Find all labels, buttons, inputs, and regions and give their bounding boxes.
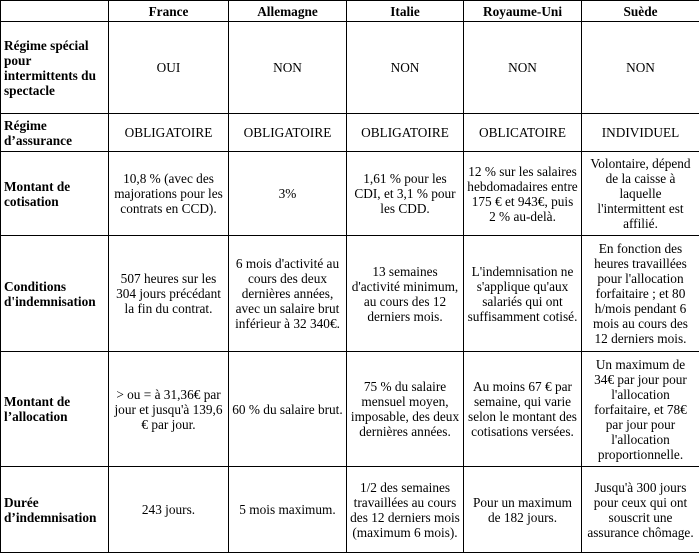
column-header-france: France [109, 1, 229, 22]
cell-regime-special-suede: NON [582, 22, 699, 114]
cell-regime-special-italie: NON [347, 22, 464, 114]
cell-duree-indemnisation-italie: 1/2 des semaines travaillées au cours des 12 derniers mois (maximum 6 mois). [347, 467, 464, 553]
cell-conditions-indemnisation-allemagne: 6 mois d'activité au cours des deux dernières années, avec un salaire brut inférieur à 32 340€. [229, 236, 347, 352]
table-row-montant-allocation [1, 352, 699, 467]
table-row-conditions-indemnisation [1, 236, 699, 352]
cell-montant-allocation-italie: 75 % du salaire mensuel moyen, imposable, des deux dernières années. [347, 352, 464, 467]
table-row-regime-assurance [1, 114, 699, 152]
cell-montant-cotisation-suede: Volontaire, dépend de la caisse à laquelle l'intermittent est affilié. [582, 152, 699, 236]
column-header-allemagne: Allemagne [229, 1, 347, 22]
cell-montant-allocation-france: > ou = à 31,36€ par jour et jusqu'à 139,6 € par jour. [109, 352, 229, 467]
cell-regime-special-allemagne: NON [229, 22, 347, 114]
cell-conditions-indemnisation-royaume-uni: L'indemnisation ne s'applique qu'aux salariés qui ont suffisamment cotisé. [464, 236, 582, 352]
cell-conditions-indemnisation-france: 507 heures sur les 304 jours précédant la fin du contrat. [109, 236, 229, 352]
cell-montant-cotisation-france: 10,8 % (avec des majorations pour les contrats en CCD). [109, 152, 229, 236]
row-label-conditions-indemnisation: Conditions d'indemnisation [1, 236, 109, 352]
cell-montant-cotisation-royaume-uni: 12 % sur les salaires hebdomadaires entre 175 € et 943€, puis 2 % au-delà. [464, 152, 582, 236]
cell-montant-allocation-royaume-uni: Au moins 67 € par semaine, qui varie selon le montant des cotisations versées. [464, 352, 582, 467]
row-label-regime-special: Régime spécial pour intermittents du spectacle [1, 22, 109, 114]
column-header-royaume-uni: Royaume-Uni [464, 1, 582, 22]
cell-conditions-indemnisation-suede: En fonction des heures travaillées pour l'allocation forfaitaire ; et 80 h/mois pendant 6 mois au cours des 12 derniers mois. [582, 236, 699, 352]
cell-regime-assurance-royaume-uni: OBLICATOIRE [464, 114, 582, 152]
cell-montant-cotisation-italie: 1,61 % pour les CDI, et 3,1 % pour les CDD. [347, 152, 464, 236]
column-header-italie: Italie [347, 1, 464, 22]
cell-montant-allocation-allemagne: 60 % du salaire brut. [229, 352, 347, 467]
cell-regime-assurance-italie: OBLIGATOIRE [347, 114, 464, 152]
cell-regime-assurance-france: OBLIGATOIRE [109, 114, 229, 152]
header-corner-cell [1, 1, 109, 22]
column-header-suede: Suède [582, 1, 699, 22]
row-label-duree-indemnisation: Durée d’indemnisation [1, 467, 109, 553]
row-label-regime-assurance: Régime d’assurance [1, 114, 109, 152]
cell-conditions-indemnisation-italie: 13 semaines d'activité minimum, au cours des 12 derniers mois. [347, 236, 464, 352]
cell-regime-assurance-allemagne: OBLIGATOIRE [229, 114, 347, 152]
cell-regime-assurance-suede: INDIVIDUEL [582, 114, 699, 152]
row-label-montant-cotisation: Montant de cotisation [1, 152, 109, 236]
cell-montant-allocation-suede: Un maximum de 34€ par jour pour l'allocation forfaitaire, et 78€ par jour pour l'allocation proportionnelle. [582, 352, 699, 467]
cell-regime-special-france: OUI [109, 22, 229, 114]
cell-duree-indemnisation-allemagne: 5 mois maximum. [229, 467, 347, 553]
cell-duree-indemnisation-royaume-uni: Pour un maximum de 182 jours. [464, 467, 582, 553]
table-row-montant-cotisation [1, 152, 699, 236]
cell-montant-cotisation-allemagne: 3% [229, 152, 347, 236]
row-label-montant-allocation: Montant de l’allocation [1, 352, 109, 467]
cell-duree-indemnisation-france: 243 jours. [109, 467, 229, 553]
table-row-regime-special [1, 22, 699, 114]
cell-duree-indemnisation-suede: Jusqu'à 300 jours pour ceux qui ont souscrit une assurance chômage. [582, 467, 699, 553]
cell-regime-special-royaume-uni: NON [464, 22, 582, 114]
header-row [1, 1, 699, 22]
table-row-duree-indemnisation [1, 467, 699, 553]
